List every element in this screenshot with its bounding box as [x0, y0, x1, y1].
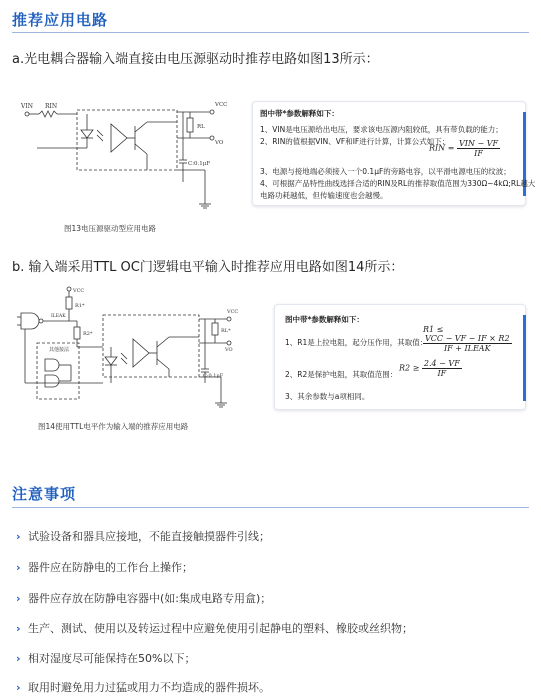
- section-divider: [12, 507, 529, 508]
- chevron-right-icon: ›: [16, 530, 21, 543]
- label-r2: R2*: [83, 331, 93, 337]
- list-item: [16, 620, 413, 636]
- circuit-diagram-voltage-source: [15, 92, 240, 212]
- section-title-recommended-circuits: 推荐应用电路: [12, 11, 109, 29]
- formula-denominator: IF: [474, 149, 483, 158]
- label-vcc-output: VCC: [227, 309, 239, 315]
- card-line-1: 1、VIN是电压源给出电压，要求该电压源内阻较低，具有带负载的能力；: [260, 125, 503, 134]
- label-r1: R1*: [75, 303, 85, 309]
- formula-numerator: 2.4 − VF: [423, 359, 460, 368]
- formula-fraction: [457, 139, 500, 158]
- label-other-connections: 其他接法: [49, 347, 70, 353]
- formula-fraction: [423, 334, 512, 353]
- label-vcc: VCC: [215, 102, 228, 108]
- part-b-heading: b. 输入端采用TTL OC门逻辑电平输入时推荐应用电路如图14所示：: [12, 260, 404, 275]
- formula-denominator: IF: [437, 369, 447, 378]
- list-item: [16, 590, 271, 606]
- card-line-2: 2、RIN的值根据VIN、VF和IF进行计算，计算公式如下：: [260, 137, 450, 146]
- chevron-right-icon: ›: [16, 681, 21, 694]
- note-text: 相对湿度尽可能保持在50%以下；: [28, 652, 196, 665]
- figure-13-caption: 图13电压源驱动型应用电路: [64, 224, 157, 233]
- formula-denominator: IF + ILEAK: [443, 344, 491, 353]
- card-line-4a: 4、可根据产品特性曲线选择合适的RIN及RL的推荐取值范围为330Ω~4kΩ;RL越大: [260, 179, 536, 188]
- formula-lhs: R2 ≥: [399, 363, 420, 373]
- label-cap: C:0.1μF: [188, 161, 211, 167]
- formula-r2: [399, 359, 462, 378]
- label-ileak: ILEAK: [51, 314, 66, 319]
- formula-fraction: [422, 359, 462, 378]
- card-line-1: 1、R1是上拉电阻，起分压作用，其取值：: [285, 338, 428, 347]
- section-divider: [12, 32, 529, 33]
- part-a-heading: a.光电耦合器输入端直接由电压源驱动时推荐电路如图13所示：: [12, 52, 379, 67]
- figure-14-caption: 图14使用TTL电平作为输入端的推荐应用电路: [38, 422, 189, 431]
- card-line-4b: 电路功耗越低，但传输速度也会越慢。: [260, 191, 388, 200]
- formula-lhs: R1 ≤: [423, 325, 444, 334]
- formula-r1: [423, 325, 525, 353]
- list-item: [16, 650, 195, 666]
- section-title-precautions: 注意事项: [12, 485, 77, 503]
- note-text: 取用时避免用力过猛或用力不均造成的器件损坏。: [28, 681, 270, 694]
- formula-lhs: RIN =: [429, 143, 455, 153]
- label-rl: RL*: [221, 328, 231, 334]
- chevron-right-icon: ›: [16, 561, 21, 574]
- label-cap: C:0.1μF: [203, 373, 224, 379]
- circuit-diagram-ttl-input: [15, 283, 245, 413]
- label-vcc-input: VCC: [73, 288, 85, 294]
- note-text: 生产、测试、使用以及转运过程中应避免使用引起静电的塑料、橡胶或丝织物；: [28, 622, 413, 635]
- formula-numerator: VIN − VF: [458, 139, 499, 148]
- card-line-2: 2、R2是保护电阻，其取值范围：: [285, 370, 398, 379]
- label-vo: VO: [225, 347, 233, 353]
- note-text: 试验设备和器具应接地，不能直接触摸器件引线；: [28, 530, 270, 543]
- list-item: [16, 679, 270, 695]
- chevron-right-icon: ›: [16, 652, 21, 665]
- card-line-3: 3、其余参数与a项相同。: [285, 392, 370, 401]
- chevron-right-icon: ›: [16, 592, 21, 605]
- formula-numerator: VCC − VF − IF × R2: [425, 334, 510, 343]
- label-vo: VO: [215, 140, 224, 146]
- parameter-explanation-card-b: [274, 304, 526, 410]
- card-line-3: 3、电源与接地端必须接入一个0.1μF的旁路电容，以平滑电源电压的纹波；: [260, 167, 511, 176]
- label-rin: RIN: [45, 103, 58, 110]
- card-title: 图中带*参数解释如下：: [285, 315, 364, 324]
- list-item: [16, 559, 193, 575]
- note-text: 器件应存放在防静电容器中(如:集成电路专用盒)；: [28, 592, 272, 605]
- card-title: 图中带*参数解释如下：: [260, 109, 339, 118]
- chevron-right-icon: ›: [16, 622, 21, 635]
- note-text: 器件应在防静电的工作台上操作；: [28, 561, 193, 574]
- parameter-explanation-card-a: [252, 101, 536, 206]
- label-vin: VIN: [21, 103, 33, 110]
- label-rl: RL: [197, 124, 205, 130]
- list-item: [16, 528, 270, 544]
- formula-rin: [429, 139, 500, 158]
